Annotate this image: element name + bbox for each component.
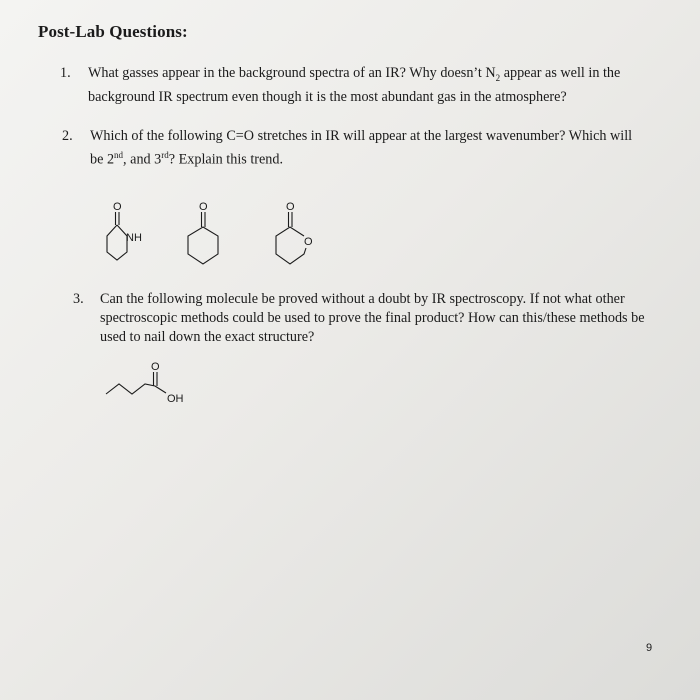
- lactam-structure: [100, 198, 160, 270]
- question-text: Which of the following C=O stretches in IR will appear at the largest wavenumber? Which will be 2nd, and 3rd? Explain this trend.: [90, 128, 633, 168]
- question-number: 3.: [73, 291, 84, 307]
- carbonyl-oxygen-label: O: [286, 201, 295, 213]
- carbonyl-oxygen-label: O: [151, 361, 160, 373]
- page-heading: Post-Lab Questions:: [38, 22, 188, 41]
- page-number: 9: [646, 642, 653, 654]
- question-text: Can the following molecule be proved without a doubt by IR spectroscopy. If not what other spectroscopic methods could be used to prove the final product? How can this/these methods be used to nail down the exact structure?: [100, 291, 645, 345]
- question-text: What gasses appear in the background spectra of an IR? Why doesn’t $N_2$ appear as well in the background IR spectrum even though it is the most abundant gas in the atmosphere?: [88, 65, 621, 105]
- question-number: 1.: [60, 65, 71, 81]
- carboxylic-acid-structure: [104, 356, 204, 406]
- ring-oxygen-label: O: [304, 236, 313, 248]
- carbonyl-oxygen-label: O: [199, 201, 208, 213]
- ketone-structure: [186, 198, 236, 270]
- nh-label: NH: [126, 232, 142, 244]
- lactone-structure: [273, 198, 333, 270]
- hydroxyl-label: OH: [167, 393, 184, 405]
- question-number: 2.: [62, 128, 73, 144]
- carbonyl-oxygen-label: O: [113, 201, 122, 213]
